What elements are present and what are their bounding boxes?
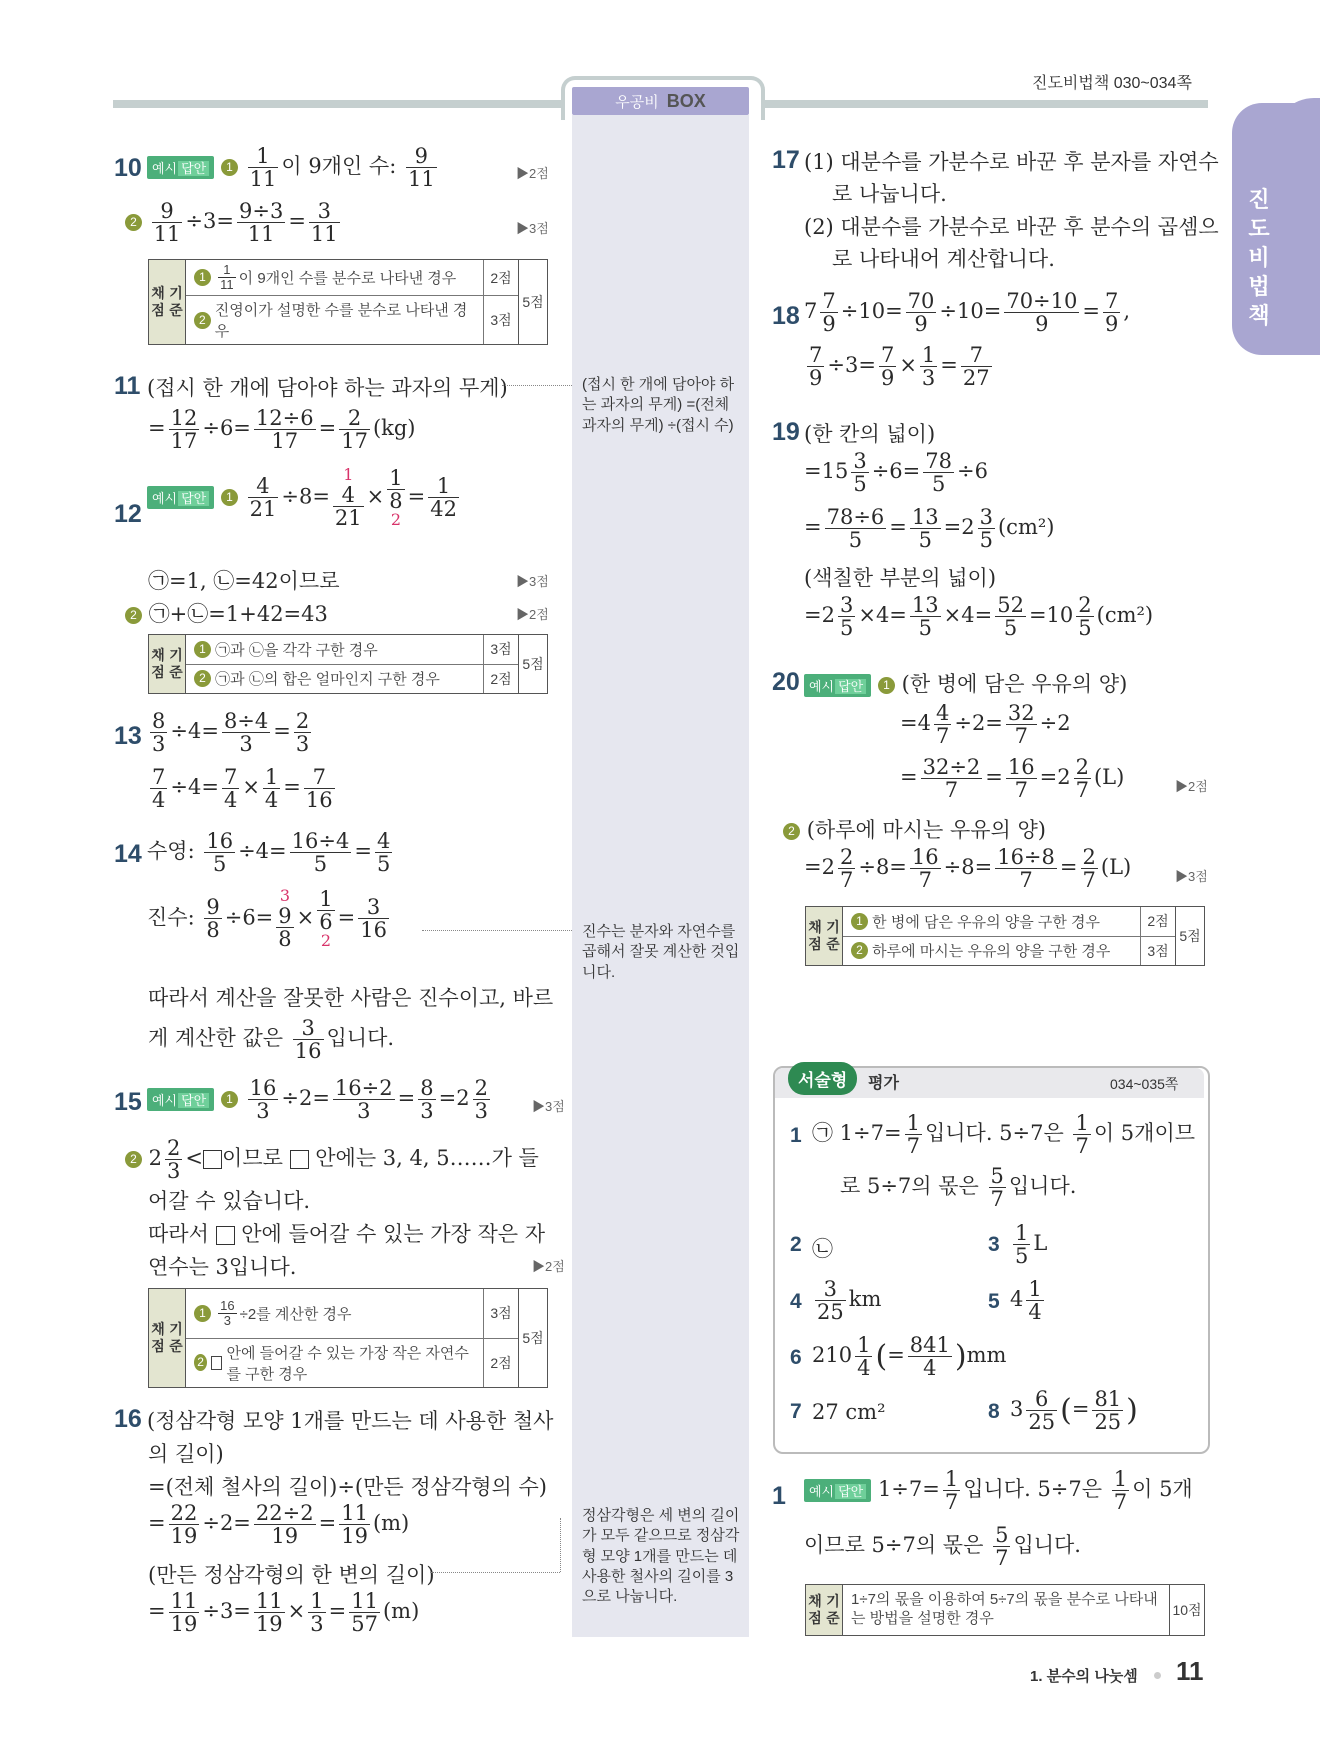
q19-text2: (색칠한 부분의 넓이) bbox=[804, 566, 997, 590]
header-rule-right bbox=[752, 100, 1208, 108]
q12-line2: ㉠=1, ㉡=42이므로 bbox=[148, 569, 340, 593]
eval-pages: 034~035쪽 bbox=[1110, 1076, 1179, 1092]
footer-page-number: 11 bbox=[1176, 1656, 1204, 1686]
q11-leader bbox=[502, 385, 572, 386]
q16-leader-v bbox=[560, 1518, 561, 1572]
q11-title: (접시 한 개에 담아야 하는 과자의 무게) bbox=[147, 376, 508, 400]
q14-number: 14 bbox=[114, 840, 142, 868]
box-label-word: BOX bbox=[666, 90, 706, 111]
eval-a1-number: 1 bbox=[790, 1124, 802, 1147]
q16-line5: (만든 정삼각형의 한 변의 길이) bbox=[148, 1563, 435, 1587]
q10-line2: 2 $\frac{9}{11}$ ÷3= $\frac{9\div 3}{11}$ = $\frac{3}{11}$ bbox=[125, 200, 343, 245]
q16-line1: (정삼각형 모양 1개를 만드는 데 사용한 철사 bbox=[147, 1409, 554, 1433]
q18-number: 18 bbox=[772, 302, 800, 330]
eval-a5: 4 $\frac{1}{4}$ bbox=[1010, 1277, 1042, 1325]
eval-tag-text: 서술형 bbox=[798, 1071, 848, 1090]
note-q14: 진수는 분자와 자연수를 곱해서 잘못 계산한 것입니다. bbox=[582, 923, 740, 981]
eval-a7: 27 cm² bbox=[812, 1400, 886, 1424]
blank-box-icon bbox=[290, 1150, 309, 1169]
q17-b1: (2) 대분수를 가분수로 바꾼 후 분수의 곱셈으 bbox=[804, 215, 1219, 239]
step-2-icon: 2 bbox=[125, 214, 142, 231]
side-tab-char: 진 bbox=[1248, 187, 1270, 212]
q15-line4: 따라서 안에 들어갈 수 있는 가장 작은 자 bbox=[148, 1222, 546, 1246]
q11-number: 11 bbox=[114, 372, 141, 400]
q1b-number: 1 bbox=[772, 1482, 786, 1510]
box-label-text: 우공비 bbox=[615, 93, 659, 111]
eval-a1-line1: ㉠ 1÷7= $\frac{1}{7}$ 입니다. 5÷7은 $\frac{1}{7}$ 이 5개이므 bbox=[812, 1111, 1196, 1159]
q14-text1: 따라서 계산을 잘못한 사람은 진수이고, 바르 bbox=[148, 986, 554, 1010]
q1b-line2: 이므로 5÷7의 몫은 $\frac{5}{7}$ 입니다. bbox=[804, 1523, 1081, 1571]
q17-number: 17 bbox=[772, 146, 800, 174]
blank-box-icon bbox=[216, 1226, 235, 1245]
q13-line1: $\frac{8}{3}$ ÷4= $\frac{8\div 4}{3}$ = $\frac{2}{3}$ bbox=[152, 709, 310, 757]
q16-line3: =(전체 철사의 길이)÷(만든 정삼각형의 수) bbox=[148, 1475, 547, 1499]
q15-line2: 2 2 $\frac{2}{3}$ < 이므로 안에는 3, 4, 5……가 들 bbox=[125, 1137, 539, 1182]
q20-points-1: ▶2점 bbox=[1175, 779, 1208, 794]
q16-line6: = $\frac{11}{19}$ ÷3= $\frac{11}{19}$ × $\frac{1}{3}$ = $\frac{11}{57}$ (m) bbox=[148, 1589, 420, 1637]
q10-text: 이 9개인 수: bbox=[281, 154, 397, 179]
q19-text1: (한 칸의 넓이) bbox=[804, 422, 936, 446]
blank-box-icon bbox=[203, 1150, 222, 1169]
q16-leader bbox=[430, 1572, 560, 1573]
q12-points-2: ▶2점 bbox=[516, 607, 549, 622]
note-q16: 정삼각형은 세 변의 길이가 모두 같으므로 정삼각형 모양 1개를 만드는 데 사용한 철사의 길이를 3으로 나눕니다. bbox=[582, 1507, 740, 1605]
q17-b2: 로 나타내어 계산합니다. bbox=[832, 247, 1055, 271]
eval-tag bbox=[788, 1062, 857, 1095]
q16-line2: 의 길이) bbox=[148, 1442, 224, 1466]
side-tab-char: 비 bbox=[1248, 245, 1270, 270]
answer-badge: 예시 답안 bbox=[147, 1088, 214, 1111]
answer-badge: 예시 답안 bbox=[147, 156, 214, 179]
q20-line4: 2 (하루에 마시는 우유의 양) bbox=[783, 814, 1046, 844]
q20-line3: = $\frac{32\div 2}{7}$ = $\frac{16}{7}$ =2 $\frac{2}{7}$ (L) bbox=[900, 755, 1125, 803]
eval-a4: $\frac{3}{25}$ km bbox=[817, 1277, 882, 1325]
q14-leader bbox=[422, 930, 572, 931]
eval-a8: 3 $\frac{6}{25}$ (= $\frac{81}{25}$ ) bbox=[1010, 1387, 1138, 1435]
step-1-icon: 1 bbox=[221, 1091, 238, 1108]
q10-number: 10 bbox=[114, 154, 142, 182]
q10-points-1: ▶2점 bbox=[516, 166, 549, 181]
side-tab-text bbox=[1245, 185, 1273, 330]
step-1-icon: 1 bbox=[221, 159, 238, 176]
eval-a7-number: 7 bbox=[790, 1400, 802, 1423]
q14-text2: 게 계산한 값은 $\frac{3}{16}$ 입니다. bbox=[148, 1016, 395, 1064]
eval-a2-number: 2 bbox=[790, 1233, 802, 1256]
q12-points-1: ▶3점 bbox=[516, 574, 549, 589]
answer-badge: 예시 답안 bbox=[804, 1479, 871, 1502]
q12-scoring-table: 채점 기준 1 ㉠과 ㉡을 각각 구한 경우 3점 2 ㉠과 ㉡의 합은 얼마인지 구한 경우 2점 5점 bbox=[148, 634, 548, 694]
q20-line2: =4 $\frac{4}{7}$ ÷2= $\frac{32}{7}$ ÷2 bbox=[900, 701, 1071, 749]
q18-line1: 7 $\frac{7}{9}$ ÷10= $\frac{70}{9}$ ÷10= $\frac{70\div 10}{9}$ = $\frac{7}{9}$ , bbox=[804, 289, 1131, 337]
book-reference: 진도비법책 030~034쪽 bbox=[1032, 75, 1192, 92]
side-tab-char: 책 bbox=[1248, 303, 1270, 328]
q20-line5: =2 $\frac{2}{7}$ ÷8= $\frac{16}{7}$ ÷8= $\frac{16\div 8}{7}$ = $\frac{2}{7}$ (L) bbox=[804, 845, 1132, 893]
footer-chapter: 1. 분수의 나눗셈 bbox=[1030, 1668, 1138, 1685]
step-2-icon: 2 bbox=[783, 823, 800, 840]
q15-points-1: ▶3점 bbox=[532, 1099, 565, 1114]
eval-tag2: 평가 bbox=[868, 1075, 899, 1092]
q19-line3: = $\frac{78\div 6}{5}$ = $\frac{13}{5}$ =2 $\frac{3}{5}$ (cm²) bbox=[804, 505, 1055, 553]
step-2-icon: 2 bbox=[125, 607, 142, 624]
step-1-icon: 1 bbox=[878, 677, 895, 694]
q10-scoring-table: 채점 기준 1 $\frac{1}{11}$ 이 9개인 수를 분수로 나타낸 경우 2점 2 진영이가 설명한 수를 분수로 나타낸 경우 3점 5점 bbox=[148, 259, 548, 345]
eval-a3: $\frac{1}{5}$ L bbox=[1015, 1221, 1048, 1269]
answer-badge: 예시 답안 bbox=[147, 486, 214, 509]
q19-line2: =15 $\frac{3}{5}$ ÷6= $\frac{78}{5}$ ÷6 bbox=[804, 449, 988, 497]
eval-a8-number: 8 bbox=[988, 1400, 1000, 1423]
answer-badge: 예시 답안 bbox=[804, 674, 871, 697]
q15-line5: 연수는 3입니다. bbox=[148, 1255, 297, 1279]
step-2-icon: 2 bbox=[125, 1151, 142, 1168]
side-tab-char: 도 bbox=[1248, 216, 1270, 241]
q12-number: 12 bbox=[114, 500, 142, 528]
q14-line2: 진수: $\frac{9}{8}$ ÷6= 3 9 8 × 1 6 2 = $\frac{3}{16}$ bbox=[147, 886, 387, 951]
q13-line2: $\frac{7}{4}$ ÷4= $\frac{7}{4}$ × $\frac{1}{4}$ = $\frac{7}{16}$ bbox=[152, 765, 333, 813]
eval-a3-number: 3 bbox=[988, 1233, 1000, 1256]
q10-line1: 예시 답안 1 $\frac{1}{11}$ 이 9개인 수: $\frac{9}{11}$ bbox=[147, 145, 440, 190]
q17-a1: (1) 대분수를 가분수로 바꾼 후 분자를 자연수 bbox=[804, 150, 1219, 174]
q15-scoring-table: 채점 기준 1 $\frac{16}{3}$ ÷2를 계산한 경우 3점 2 안에 들어갈 수 있는 가장 작은 자연수를 구한 경우 2점 5점 bbox=[148, 1288, 548, 1388]
q20-points-2: ▶3점 bbox=[1175, 869, 1208, 884]
header-rule-left bbox=[113, 100, 565, 108]
q20-line1: 예시 답안 1 (한 병에 담은 우유의 양) bbox=[804, 668, 1127, 698]
eval-a4-number: 4 bbox=[790, 1290, 802, 1313]
q15-line3: 어갈 수 있습니다. bbox=[148, 1189, 311, 1213]
q15-number: 15 bbox=[114, 1088, 142, 1116]
box-column bbox=[572, 115, 749, 1637]
side-tab-char: 법 bbox=[1248, 274, 1270, 299]
footer-dot bbox=[1154, 1672, 1161, 1679]
q17-a2: 로 나눕니다. bbox=[832, 182, 947, 206]
q18-line2: $\frac{7}{9}$ ÷3= $\frac{7}{9}$ × $\frac{1}{3}$ = $\frac{7}{27}$ bbox=[809, 343, 990, 391]
q12-line1: 예시 답안 1 $\frac{4}{21}$ ÷8= 1 4 21 × 1 8 2 = $\frac{1}{42}$ bbox=[147, 467, 462, 529]
q11-calc: = $\frac{12}{17}$ ÷6= $\frac{12\div 6}{17}$ = $\frac{2}{17}$ (kg) bbox=[148, 406, 416, 454]
eval-a2: ㉡ bbox=[812, 1237, 833, 1261]
note-q11: (접시 한 개에 담아야 하는 과자의 무게) =(전체 과자의 무게) ÷(접시 수) bbox=[582, 376, 735, 434]
q20-number: 20 bbox=[772, 668, 800, 696]
q16-line4: = $\frac{22}{19}$ ÷2= $\frac{22\div 2}{19}$ = $\frac{11}{19}$ (m) bbox=[148, 1501, 410, 1549]
eval-a5-number: 5 bbox=[988, 1290, 1000, 1313]
q1b-line1: 예시 답안 1÷7= $\frac{1}{7}$ 입니다. 5÷7은 $\frac{1}{7}$ 이 5개 bbox=[804, 1468, 1193, 1513]
eval-a6-number: 6 bbox=[790, 1346, 802, 1369]
q14-line1: 수영: $\frac{16}{5}$ ÷4= $\frac{16\div 4}{5}$ = $\frac{4}{5}$ bbox=[147, 829, 391, 877]
q13-number: 13 bbox=[114, 722, 142, 750]
step-1-icon: 1 bbox=[221, 489, 238, 506]
q15-line1: 예시 답안 1 $\frac{16}{3}$ ÷2= $\frac{16\div 2}{3}$ = $\frac{8}{3}$ =2 $\frac{2}{3}$ bbox=[147, 1077, 493, 1122]
q19-line5: =2 $\frac{3}{5}$ ×4= $\frac{13}{5}$ ×4= $\frac{52}{5}$ =10 $\frac{2}{5}$ (cm²) bbox=[804, 593, 1154, 641]
q15-points-2: ▶2점 bbox=[532, 1259, 565, 1274]
q1b-scoring-table: 채점 기준 1÷7의 몫을 이용하여 5÷7의 몫을 분수로 나타내는 방법을 설명한 경우 10점 bbox=[805, 1584, 1205, 1636]
q20-scoring-table: 채점 기준 1 한 병에 담은 우유의 양을 구한 경우 2점 2 하루에 마시는 우유의 양을 구한 경우 3점 5점 bbox=[805, 906, 1205, 966]
q16-number: 16 bbox=[114, 1405, 142, 1433]
eval-a1-line2: 로 5÷7의 몫은 $\frac{5}{7}$ 입니다. bbox=[840, 1164, 1077, 1212]
eval-a6: 210 $\frac{1}{4}$ (= $\frac{841}{4}$ )mm bbox=[812, 1333, 1007, 1381]
scoring-label: 채점 기준 bbox=[149, 260, 186, 344]
box-label bbox=[572, 87, 749, 115]
q19-number: 19 bbox=[772, 418, 800, 446]
q12-line3: 2 ㉠+㉡=1+42=43 bbox=[125, 598, 328, 628]
q10-points-2: ▶3점 bbox=[516, 221, 549, 236]
blank-box-icon bbox=[211, 1356, 222, 1370]
